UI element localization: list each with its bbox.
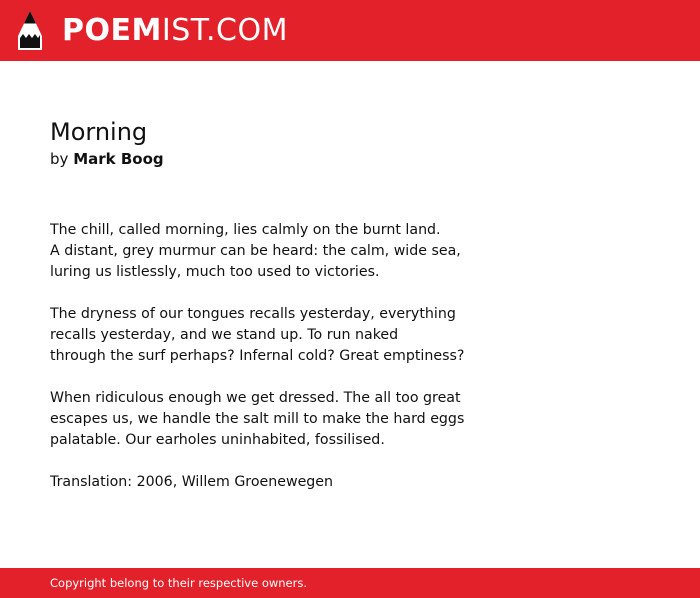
copyright-notice: Copyright belong to their respective owners. xyxy=(50,576,308,590)
poem-line: When ridiculous enough we get dressed. The all too great xyxy=(50,390,461,406)
site-logo-link[interactable] xyxy=(16,10,288,52)
translation-credit: Translation: 2006, Willem Groenewegen xyxy=(50,474,334,490)
logo-light-text: IST.COM xyxy=(161,13,288,48)
byline xyxy=(50,149,610,169)
pencil-tip-icon xyxy=(16,10,44,52)
logo-bold-text: POEM xyxy=(62,13,162,48)
site-logo-text xyxy=(62,10,288,52)
poem-content xyxy=(50,116,610,493)
poem-line: recalls yesterday, and we stand up. To run naked xyxy=(50,327,399,343)
site-footer xyxy=(0,568,700,598)
by-label: by xyxy=(50,150,69,168)
site-header xyxy=(0,0,700,61)
poem-line: escapes us, we handle the salt mill to make the hard eggs xyxy=(50,411,465,427)
poem-line: through the surf perhaps? Infernal cold? Great emptiness? xyxy=(50,348,465,364)
stanza xyxy=(50,304,610,367)
poem-line: The dryness of our tongues recalls yesterday, everything xyxy=(50,306,456,322)
stanza xyxy=(50,220,610,283)
poem-line: A distant, grey murmur can be heard: the calm, wide sea, xyxy=(50,243,461,259)
stanza xyxy=(50,388,610,451)
poem-body xyxy=(50,220,610,493)
poem-line: palatable. Our earholes uninhabited, fossilised. xyxy=(50,432,385,448)
author-name: Mark Boog xyxy=(73,150,164,168)
poem-line: The chill, called morning, lies calmly on the burnt land. xyxy=(50,222,441,238)
poem-line: luring us listlessly, much too used to victories. xyxy=(50,264,380,280)
poem-title: Morning xyxy=(50,118,148,146)
